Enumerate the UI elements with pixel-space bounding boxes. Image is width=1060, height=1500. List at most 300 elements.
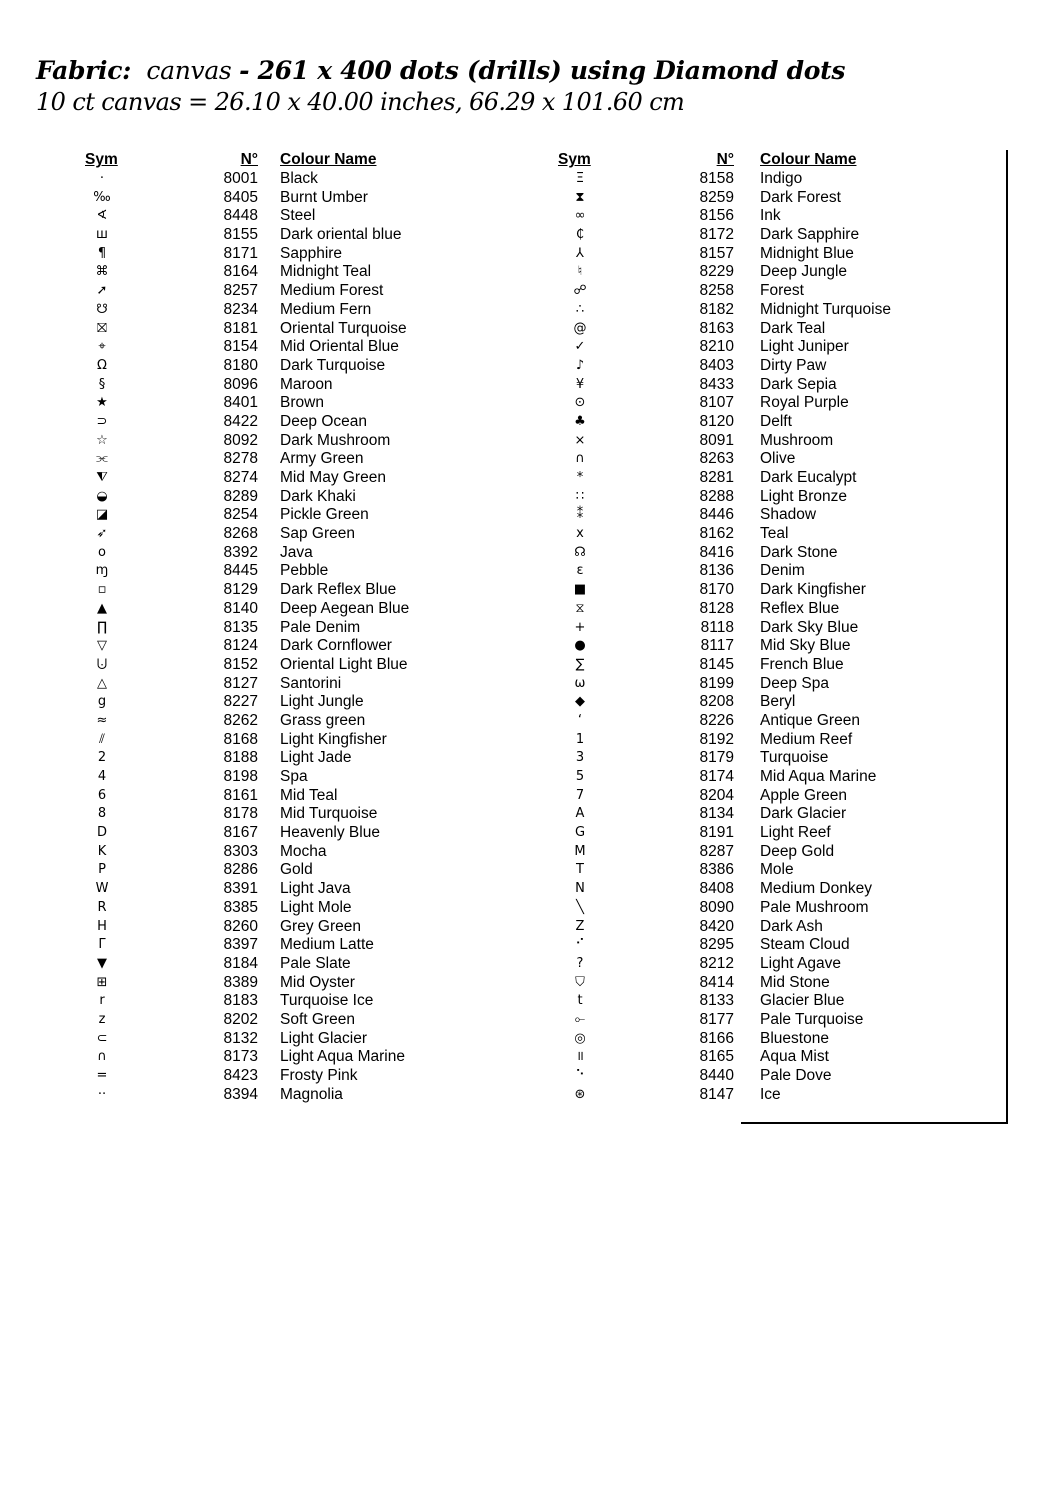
header-colour-name: Colour Name bbox=[760, 151, 857, 168]
colour-number: 8408 bbox=[699, 880, 734, 898]
symbol-icon: ◒ bbox=[96, 488, 108, 504]
symbol-icon: △ bbox=[97, 675, 107, 691]
colour-name: Medium Fern bbox=[280, 300, 372, 318]
colour-name: Pale Turquoise bbox=[760, 1010, 864, 1028]
colour-number: 8226 bbox=[699, 711, 734, 729]
colour-name: Grass green bbox=[280, 711, 366, 729]
colour-name: Dark Turquoise bbox=[280, 356, 386, 374]
colour-number: 8287 bbox=[699, 842, 734, 860]
header-sym: Sym bbox=[85, 151, 118, 168]
symbol-icon: K bbox=[97, 843, 107, 859]
colour-name: Gold bbox=[280, 861, 313, 879]
colour-number: 8403 bbox=[699, 356, 734, 374]
colour-number: 8386 bbox=[699, 861, 734, 879]
colour-name: Mid Oriental Blue bbox=[280, 338, 399, 356]
symbol-icon: ▲ bbox=[97, 600, 107, 616]
colour-name: Medium Latte bbox=[280, 936, 374, 954]
colour-name: Pebble bbox=[280, 562, 329, 580]
symbol-icon: ∩ bbox=[97, 1049, 107, 1065]
colour-name: Denim bbox=[760, 562, 805, 580]
colour-number: 8179 bbox=[699, 749, 734, 767]
colour-name: Light Reef bbox=[760, 824, 831, 842]
colour-name: Aqua Mist bbox=[760, 1048, 829, 1066]
colour-number: 8120 bbox=[699, 412, 734, 430]
colour-number: 8161 bbox=[223, 786, 258, 804]
colour-number: 8208 bbox=[699, 693, 734, 711]
symbol-icon: ● bbox=[574, 638, 586, 654]
colour-number: 8165 bbox=[699, 1048, 734, 1066]
symbol-icon: ⟜ bbox=[574, 1011, 586, 1027]
symbol-icon: N bbox=[575, 881, 585, 897]
colour-number: 8155 bbox=[223, 226, 258, 244]
symbol-icon: ∑ bbox=[575, 656, 585, 672]
colour-number: 8254 bbox=[223, 506, 258, 524]
symbol-icon: ⧨ bbox=[96, 470, 108, 485]
symbol-icon: 4 bbox=[97, 769, 107, 784]
symbol-icon: ¥ bbox=[575, 376, 585, 392]
symbol-icon: ‘ bbox=[577, 712, 583, 728]
colour-name: Dark Mushroom bbox=[280, 431, 391, 449]
colour-number: 8445 bbox=[223, 562, 258, 580]
symbol-icon: ⁑ bbox=[576, 507, 584, 523]
colour-number: 8091 bbox=[699, 431, 734, 449]
colour-number: 8188 bbox=[223, 749, 258, 767]
colour-name: Pale Denim bbox=[280, 618, 361, 636]
symbol-icon: z bbox=[98, 1011, 106, 1027]
colour-name: Dark Sky Blue bbox=[760, 618, 859, 636]
colour-number: 8262 bbox=[223, 711, 258, 729]
colour-name: Medium Reef bbox=[760, 730, 853, 748]
colour-number: 8092 bbox=[223, 431, 258, 449]
colour-name: Ice bbox=[760, 1085, 781, 1103]
colour-name: Mid May Green bbox=[280, 469, 386, 486]
colour-name: Antique Green bbox=[760, 711, 860, 729]
symbol-icon: ◪ bbox=[95, 507, 109, 523]
colour-number: 8259 bbox=[699, 188, 734, 206]
symbol-icon: ⊂ bbox=[96, 1030, 108, 1046]
colour-name: Deep Ocean bbox=[280, 412, 368, 430]
symbol-icon: ♪ bbox=[575, 357, 585, 373]
colour-number: 8392 bbox=[223, 543, 258, 561]
colour-name: Apple Green bbox=[760, 786, 848, 804]
symbol-icon: ɱ bbox=[95, 563, 109, 579]
symbol-icon: 2 bbox=[97, 750, 107, 766]
colour-number: 8170 bbox=[699, 581, 734, 599]
colour-name: Oriental Turquoise bbox=[280, 319, 407, 337]
colour-number: 8234 bbox=[223, 300, 258, 318]
colour-name: Dark Khaki bbox=[280, 487, 356, 505]
colour-number: 8180 bbox=[223, 356, 258, 374]
colour-name: Mushroom bbox=[760, 431, 834, 449]
colour-number: 8303 bbox=[223, 842, 258, 860]
symbol-icon: ∩ bbox=[575, 451, 585, 467]
colour-name: Olive bbox=[760, 450, 796, 468]
symbol-icon: x bbox=[576, 526, 584, 542]
colour-name: Soft Green bbox=[280, 1010, 355, 1028]
colour-name: Dark Stone bbox=[760, 543, 838, 561]
colour-name: Army Green bbox=[280, 450, 364, 468]
symbol-icon: ⧗ bbox=[575, 189, 585, 205]
colour-name: Frosty Pink bbox=[280, 1067, 358, 1084]
symbol-icon: ☍ bbox=[573, 283, 587, 299]
symbol-icon: ⧖ bbox=[575, 600, 585, 616]
colour-name: Brown bbox=[280, 394, 324, 412]
header-number: N° bbox=[240, 151, 258, 168]
colour-number: 8162 bbox=[699, 525, 734, 543]
symbol-icon: ε bbox=[576, 563, 584, 579]
colour-name: Forest bbox=[760, 282, 804, 300]
symbol-icon: ⛝ bbox=[97, 320, 107, 336]
colour-name: Dark Sepia bbox=[760, 375, 837, 393]
colour-number: 8167 bbox=[223, 824, 258, 842]
colour-number: 8281 bbox=[699, 469, 734, 486]
colour-number: 8107 bbox=[699, 394, 734, 412]
colour-number: 8135 bbox=[223, 618, 258, 636]
colour-number: 8420 bbox=[699, 917, 734, 935]
colour-name: French Blue bbox=[760, 655, 844, 673]
symbol-icon: ⫽ bbox=[99, 731, 105, 747]
symbol-icon: ⊙ bbox=[574, 395, 586, 411]
colour-number: 8257 bbox=[223, 282, 258, 300]
colour-number: 8260 bbox=[223, 917, 258, 935]
symbol-icon: ¶ bbox=[97, 245, 107, 261]
colour-number: 8389 bbox=[223, 973, 258, 991]
symbol-icon: W bbox=[95, 881, 109, 897]
symbol-icon: P bbox=[98, 862, 106, 878]
colour-number: 8202 bbox=[223, 1010, 258, 1028]
colour-number: 8258 bbox=[699, 282, 734, 300]
colour-name: Teal bbox=[760, 525, 789, 543]
colour-name: Black bbox=[280, 170, 318, 187]
colour-number: 8212 bbox=[699, 954, 734, 972]
colour-name: Magnolia bbox=[280, 1085, 343, 1103]
colour-name: Pale Mushroom bbox=[760, 898, 869, 916]
colour-name: Dark Cornflower bbox=[280, 637, 392, 655]
colour-name: Mid Sky Blue bbox=[760, 637, 851, 655]
colour-name: Steam Cloud bbox=[760, 936, 850, 954]
colour-name: Burnt Umber bbox=[280, 188, 368, 206]
colour-number: 8263 bbox=[699, 450, 734, 468]
symbol-icon: ∞ bbox=[574, 208, 586, 224]
colour-number: 8090 bbox=[699, 898, 734, 916]
colour-number: 8168 bbox=[223, 730, 258, 748]
symbol-icon: Ω bbox=[97, 357, 107, 373]
colour-number: 8140 bbox=[223, 599, 258, 617]
symbol-icon: ♣ bbox=[574, 413, 586, 429]
symbol-icon: ▫ bbox=[97, 582, 107, 598]
symbol-icon: ⊞ bbox=[96, 974, 108, 990]
colour-name: Deep Jungle bbox=[760, 263, 848, 281]
symbol-icon: ⛉ bbox=[575, 974, 585, 990]
symbol-icon: ·· bbox=[97, 1086, 107, 1102]
symbol-icon: ✓ bbox=[574, 339, 586, 355]
symbol-icon: R bbox=[97, 899, 107, 915]
colour-name: Santorini bbox=[280, 674, 342, 692]
symbol-icon: ш bbox=[96, 227, 108, 243]
colour-name: Grey Green bbox=[280, 917, 361, 935]
colour-number: 8134 bbox=[699, 805, 734, 823]
canvas-size: 10 ct canvas = 26.10 x 40.00 inches, 66.29 x 101.60 cm bbox=[36, 88, 685, 116]
colour-number: 8440 bbox=[699, 1067, 734, 1084]
colour-name: Light Glacier bbox=[280, 1029, 368, 1047]
symbol-icon: Ξ bbox=[575, 171, 585, 186]
symbol-icon: ⌘ bbox=[95, 264, 109, 280]
colour-number: 8433 bbox=[699, 375, 734, 393]
symbol-icon: t bbox=[577, 993, 583, 1009]
colour-number: 8124 bbox=[223, 637, 258, 655]
symbol-icon: M bbox=[574, 843, 586, 859]
symbol-icon: ω bbox=[574, 675, 586, 691]
symbol-icon: § bbox=[98, 376, 106, 392]
colour-number: 8391 bbox=[223, 880, 258, 898]
fabric-label: Fabric: bbox=[36, 56, 132, 85]
colour-number: 8278 bbox=[223, 450, 258, 468]
colour-name: Sapphire bbox=[280, 244, 343, 262]
colour-name: Reflex Blue bbox=[760, 599, 840, 617]
symbol-icon: ➚ bbox=[96, 283, 108, 299]
colour-number: 8181 bbox=[223, 319, 258, 337]
border-bottom bbox=[741, 1122, 1008, 1124]
colour-name: Dark Sapphire bbox=[760, 226, 860, 244]
symbol-icon: ⊛ bbox=[574, 1086, 586, 1102]
header-number: N° bbox=[716, 151, 734, 168]
colour-number: 8227 bbox=[223, 693, 258, 711]
colour-number: 8401 bbox=[223, 394, 258, 412]
colour-name: Deep Gold bbox=[760, 842, 835, 860]
colour-number: 8172 bbox=[699, 226, 734, 244]
colour-number: 8145 bbox=[699, 655, 734, 673]
colour-number: 8133 bbox=[699, 992, 734, 1010]
colour-name: Turquoise Ice bbox=[280, 992, 374, 1010]
header-sym: Sym bbox=[558, 151, 591, 168]
colour-number: 8164 bbox=[223, 263, 258, 281]
colour-number: 8001 bbox=[223, 170, 258, 187]
colour-number: 8289 bbox=[223, 487, 258, 505]
colour-name: Mocha bbox=[280, 842, 327, 860]
fabric-type: canvas bbox=[146, 56, 232, 85]
colour-name: Pickle Green bbox=[280, 506, 369, 524]
colour-number: 8397 bbox=[223, 936, 258, 954]
symbol-icon: ⊃ bbox=[96, 413, 108, 429]
colour-name: Java bbox=[280, 543, 313, 561]
colour-number: 8132 bbox=[223, 1029, 258, 1047]
symbol-icon: ∴ bbox=[575, 301, 585, 317]
colour-number: 8117 bbox=[700, 637, 734, 655]
colour-name: Dark Reflex Blue bbox=[280, 581, 397, 599]
symbol-icon: 1 bbox=[575, 731, 585, 747]
colour-number: 8199 bbox=[699, 674, 734, 692]
colour-name: Mid Aqua Marine bbox=[760, 768, 877, 785]
colour-number: 8288 bbox=[699, 487, 734, 505]
colour-number: 8423 bbox=[223, 1067, 258, 1084]
symbol-icon: ⨯ bbox=[574, 432, 586, 448]
symbol-icon: ⌖ bbox=[98, 339, 106, 355]
colour-name: Mid Oyster bbox=[280, 973, 355, 991]
colour-name: Deep Aegean Blue bbox=[280, 599, 410, 617]
colour-name: Dark oriental blue bbox=[280, 226, 402, 244]
symbol-icon: = bbox=[96, 1068, 108, 1083]
symbol-icon: H bbox=[97, 918, 107, 934]
colour-name: Light Java bbox=[280, 880, 351, 898]
colour-number: 8178 bbox=[223, 805, 258, 823]
colour-number: 8210 bbox=[699, 338, 734, 356]
colour-number: 8405 bbox=[223, 188, 258, 206]
colour-number: 8096 bbox=[223, 375, 258, 393]
symbol-icon: g bbox=[97, 694, 107, 710]
colour-name: Light Jungle bbox=[280, 693, 364, 711]
colour-name: Delft bbox=[760, 412, 792, 430]
symbol-icon: Z bbox=[575, 918, 585, 934]
colour-number: 8268 bbox=[223, 525, 258, 543]
colour-number: 8416 bbox=[699, 543, 734, 561]
colour-name: Midnight Teal bbox=[280, 263, 372, 281]
colour-name: Light Juniper bbox=[760, 338, 849, 356]
symbol-icon: ∢ bbox=[96, 208, 108, 224]
symbol-icon: ➶ bbox=[96, 526, 108, 542]
symbol-icon: ॥ bbox=[576, 1049, 584, 1065]
colour-name: Light Mole bbox=[280, 898, 352, 916]
colour-name: Mid Stone bbox=[760, 973, 830, 991]
colour-number: 8127 bbox=[223, 674, 258, 692]
colour-name: Dark Teal bbox=[760, 319, 826, 337]
colour-number: 8191 bbox=[699, 824, 734, 842]
symbol-icon: ≈ bbox=[96, 712, 108, 728]
colour-number: 8154 bbox=[223, 338, 258, 356]
symbol-icon: ⨃ bbox=[96, 656, 108, 672]
colour-name: Light Bronze bbox=[760, 487, 848, 505]
symbol-icon: ◆ bbox=[575, 694, 585, 710]
colour-number: 8128 bbox=[699, 599, 734, 617]
colour-number: 8422 bbox=[223, 412, 258, 430]
colour-name: Light Aqua Marine bbox=[280, 1048, 405, 1066]
colour-number: 8129 bbox=[223, 581, 258, 599]
colour-name: Dark Forest bbox=[760, 188, 841, 206]
symbol-icon: ☊ bbox=[574, 544, 586, 560]
colour-name: Dirty Paw bbox=[760, 356, 827, 374]
fabric-title bbox=[36, 56, 845, 85]
colour-name: Bluestone bbox=[760, 1029, 829, 1047]
colour-number: 8158 bbox=[699, 170, 734, 187]
colour-name: Light Kingfisher bbox=[280, 730, 387, 748]
symbol-icon: A bbox=[575, 806, 585, 822]
colour-number: 8183 bbox=[223, 992, 258, 1010]
colour-number: 8177 bbox=[699, 1010, 734, 1028]
colour-number: 8385 bbox=[223, 898, 258, 916]
symbol-icon: ♮ bbox=[577, 264, 583, 280]
colour-number: 8147 bbox=[699, 1085, 734, 1103]
colour-number: 8174 bbox=[699, 768, 734, 785]
colour-name: Maroon bbox=[280, 375, 333, 393]
symbol-icon: 5 bbox=[575, 769, 585, 784]
colour-name: Shadow bbox=[760, 506, 817, 524]
colour-name: Indigo bbox=[760, 170, 803, 187]
symbol-icon: ⅄ bbox=[576, 245, 584, 261]
colour-number: 8171 bbox=[223, 244, 258, 262]
colour-number: 8295 bbox=[699, 936, 734, 954]
symbol-icon: ▼ bbox=[97, 955, 107, 971]
colour-name: Medium Donkey bbox=[760, 880, 872, 898]
colour-number: 8156 bbox=[699, 207, 734, 225]
symbol-icon: · bbox=[99, 171, 105, 186]
colour-number: 8166 bbox=[699, 1029, 734, 1047]
symbol-icon: ★ bbox=[96, 395, 108, 411]
colour-name: Dark Eucalypt bbox=[760, 469, 857, 486]
colour-name: Dark Glacier bbox=[760, 805, 847, 823]
colour-name: Medium Forest bbox=[280, 282, 384, 300]
symbol-icon: ⫘ bbox=[96, 451, 108, 467]
header-colour-name: Colour Name bbox=[280, 151, 377, 168]
colour-name: Steel bbox=[280, 207, 316, 225]
colour-number: 8198 bbox=[223, 768, 258, 785]
colour-name: Mole bbox=[760, 861, 794, 879]
colour-name: Ink bbox=[760, 207, 781, 225]
symbol-icon: 3 bbox=[575, 750, 585, 766]
colour-name: Glacier Blue bbox=[760, 992, 845, 1010]
colour-number: 8173 bbox=[223, 1048, 258, 1066]
symbol-icon: 6 bbox=[97, 787, 107, 803]
colour-number: 8182 bbox=[699, 300, 734, 318]
colour-number: 8163 bbox=[699, 319, 734, 337]
border-right bbox=[1006, 150, 1008, 1123]
colour-number: 8118 bbox=[700, 618, 734, 636]
colour-number: 8192 bbox=[699, 730, 734, 748]
symbol-icon: + bbox=[574, 619, 586, 635]
symbol-icon: ‰ bbox=[93, 189, 111, 205]
symbol-icon: ? bbox=[576, 955, 584, 971]
symbol-icon: ▽ bbox=[97, 638, 107, 654]
colour-name: Mid Teal bbox=[280, 786, 338, 804]
symbol-icon: ◎ bbox=[574, 1030, 586, 1046]
colour-name: Pale Slate bbox=[280, 954, 351, 972]
colour-number: 8394 bbox=[223, 1085, 258, 1103]
colour-number: 8157 bbox=[699, 244, 734, 262]
colour-number: 8274 bbox=[223, 469, 258, 486]
colour-number: 8448 bbox=[223, 207, 258, 225]
colour-name: Turquoise bbox=[760, 749, 829, 767]
symbol-icon: T bbox=[576, 862, 584, 878]
colour-name: Pale Dove bbox=[760, 1067, 832, 1084]
colour-name: Dark Ash bbox=[760, 917, 823, 935]
symbol-icon: G bbox=[574, 825, 586, 841]
colour-name: Midnight Turquoise bbox=[760, 300, 891, 318]
symbol-icon: o bbox=[98, 544, 106, 560]
symbol-icon: ■ bbox=[573, 582, 587, 598]
symbol-icon: ╲ bbox=[576, 899, 584, 915]
symbol-icon: r bbox=[99, 993, 105, 1009]
symbol-icon: ∷ bbox=[575, 488, 585, 504]
symbol-icon: 7 bbox=[575, 787, 585, 803]
colour-name: Light Agave bbox=[760, 954, 842, 972]
colour-number: 8152 bbox=[223, 655, 258, 673]
colour-name: Sap Green bbox=[280, 525, 355, 543]
colour-number: 8446 bbox=[699, 506, 734, 524]
colour-number: 8286 bbox=[223, 861, 258, 879]
colour-name: Oriental Light Blue bbox=[280, 655, 408, 673]
symbol-icon: D bbox=[96, 825, 107, 841]
symbol-icon: ☆ bbox=[96, 432, 108, 448]
colour-name: Spa bbox=[280, 768, 308, 785]
symbol-icon: 8 bbox=[97, 806, 107, 822]
colour-number: 8136 bbox=[699, 562, 734, 580]
colour-name: Midnight Blue bbox=[760, 244, 854, 262]
fabric-description: - 261 x 400 dots (drills) using Diamond dots bbox=[239, 56, 846, 85]
colour-name: Dark Kingfisher bbox=[760, 581, 866, 599]
colour-name: Light Jade bbox=[280, 749, 352, 767]
colour-number: 8204 bbox=[699, 786, 734, 804]
symbol-icon: Γ bbox=[98, 937, 106, 953]
symbol-icon: ⠊ bbox=[575, 937, 585, 953]
symbol-icon: @ bbox=[573, 320, 587, 336]
